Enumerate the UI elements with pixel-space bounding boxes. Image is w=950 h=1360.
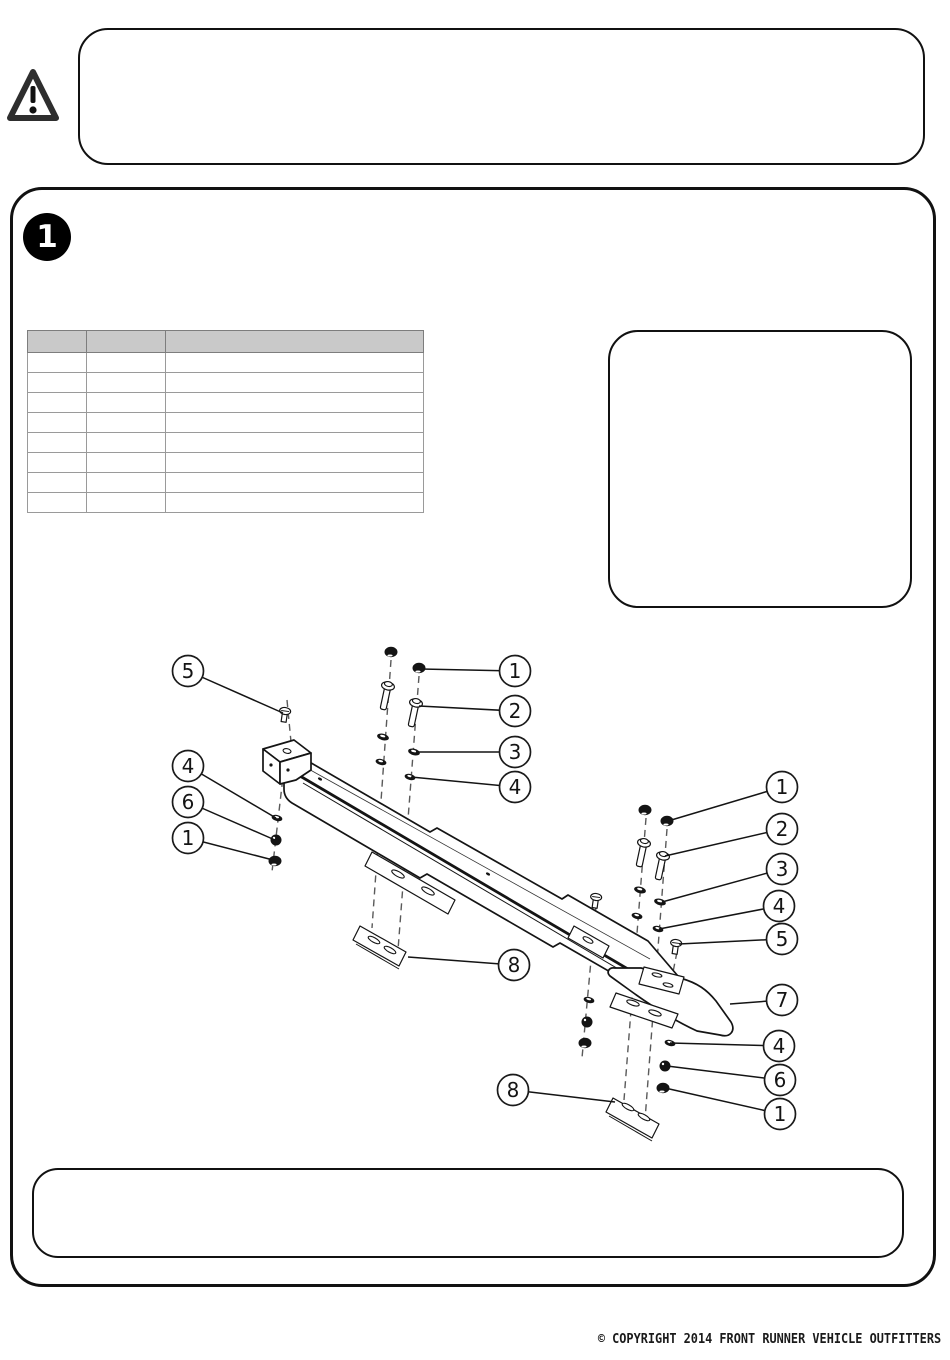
callout-1-left	[173, 823, 274, 861]
right-end-bracket	[608, 967, 733, 1036]
callout-7-right	[730, 985, 798, 1016]
callout-4-right	[659, 891, 795, 930]
callout-8-mid	[408, 950, 530, 981]
svg-text:1: 1	[775, 775, 789, 799]
slotted-plate-mid	[353, 926, 406, 969]
svg-text:2: 2	[508, 699, 522, 723]
callout-1-mid	[421, 656, 531, 687]
callout-3-mid	[416, 737, 531, 768]
svg-text:4: 4	[508, 775, 522, 799]
svg-text:1: 1	[181, 826, 195, 850]
svg-text:6: 6	[181, 790, 195, 814]
footer-note-box	[32, 1168, 904, 1258]
svg-text:5: 5	[181, 659, 195, 683]
svg-text:8: 8	[507, 953, 521, 977]
callout-4-mid	[411, 772, 531, 803]
svg-text:8: 8	[506, 1078, 520, 1102]
svg-text:3: 3	[508, 740, 522, 764]
svg-text:7: 7	[775, 988, 789, 1012]
callout-2-right	[665, 814, 798, 857]
callout-8-bottom	[498, 1075, 616, 1106]
svg-text:5: 5	[775, 927, 789, 951]
callout-2-mid	[419, 696, 531, 727]
svg-text:4: 4	[772, 1034, 786, 1058]
svg-text:1: 1	[773, 1102, 787, 1126]
slotted-plate-bottom	[606, 1098, 659, 1141]
svg-text:4: 4	[181, 754, 195, 778]
svg-text:4: 4	[772, 894, 786, 918]
callout-5-left	[173, 656, 284, 714]
callout-4-bottom	[670, 1031, 795, 1062]
svg-text:2: 2	[775, 817, 789, 841]
copyright-text: © COPYRIGHT 2014 FRONT RUNNER VEHICLE OUTFITTERS	[597, 1331, 941, 1347]
svg-text:1: 1	[508, 659, 522, 683]
step-number: 1	[36, 219, 58, 255]
callout-5-right	[679, 924, 798, 955]
svg-text:6: 6	[773, 1068, 787, 1092]
callout-6-bottom	[667, 1065, 796, 1096]
svg-text:3: 3	[775, 857, 789, 881]
